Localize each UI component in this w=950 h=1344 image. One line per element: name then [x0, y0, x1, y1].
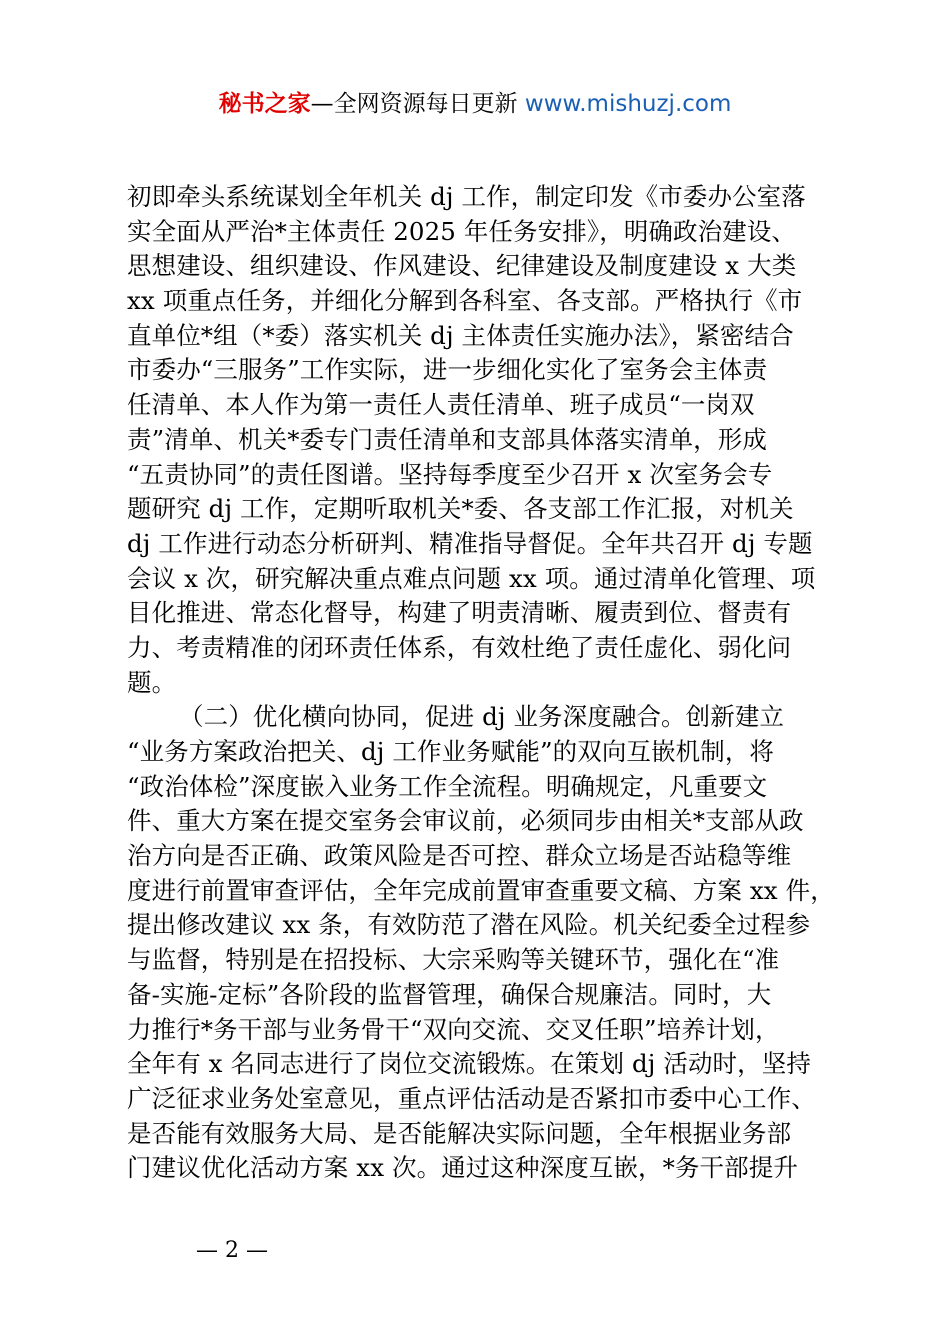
section-heading-line: （二）优化横向协同，促进 dj 业务深度融合。创新建立	[179, 702, 785, 732]
page-number: — 2 —	[196, 1238, 268, 1263]
body-line: 责”清单、机关*委专门责任清单和支部具体落实清单，形成	[127, 424, 767, 454]
body-line: 力推行*务干部与业务骨干“双向交流、交叉任职”培养计划，	[127, 1014, 780, 1044]
body-line: 备-实施-定标”各阶段的监督管理，确保合规廉洁。同时，大	[127, 979, 772, 1009]
body-line: 实全面从严治*主体责任 2025 年任务安排》，明确政治建设、	[127, 216, 797, 246]
body-line: 题研究 dj 工作，定期听取机关*委、各支部工作汇报，对机关	[127, 494, 794, 524]
body-line: 初即牵头系统谋划全年机关 dj 工作，制定印发《市委办公室落	[127, 182, 806, 211]
body-line: “五责协同”的责任图谱。坚持每季度至少召开 x 次室务会专	[127, 459, 773, 489]
body-line: 直单位*组（*委）落实机关 dj 主体责任实施办法》，紧密结合	[127, 320, 794, 350]
body-line: “政治体检”深度嵌入业务工作全流程。明确规定，凡重要文	[127, 771, 768, 801]
body-line: xx 项重点任务，并细化分解到各科室、各支部。严格执行《市	[127, 286, 803, 316]
body-line: 件、重大方案在提交室务会审议前，必须同步由相关*支部从政	[127, 806, 804, 836]
body-line: 思想建设、组织建设、作风建设、纪律建设及制度建设 x 大类	[127, 251, 797, 281]
body-line: 题。	[127, 667, 177, 697]
body-line: 与监督，特别是在招投标、大宗采购等关键环节，强化在“准	[127, 945, 780, 975]
body-line: 全年有 x 名同志进行了岗位交流锻炼。在策划 dj 活动时，坚持	[127, 1049, 811, 1079]
body-line: 力、考责精准的闭环责任体系，有效杜绝了责任虚化、弱化问	[127, 632, 792, 662]
body-line: 目化推进、常态化督导，构建了明责清晰、履责到位、督责有	[127, 598, 792, 628]
body-line: 治方向是否正确、政策风险是否可控、群众立场是否站稳等维	[127, 841, 792, 871]
site-url-link[interactable]: www.mishuzj.com	[524, 91, 732, 117]
body-line: dj 工作进行动态分析研判、精准指导督促。全年共召开 dj 专题	[127, 528, 813, 558]
document-body	[127, 180, 835, 1186]
body-line: 市委办“三服务”工作实际，进一步细化实化了室务会主体责	[127, 355, 768, 385]
body-line: 任清单、本人作为第一责任人责任清单、班子成员“一岗双	[127, 390, 755, 420]
header-tagline: —全网资源每日更新	[310, 91, 525, 117]
body-line: 是否能有效服务大局、是否能解决实际问题，全年根据业务部	[127, 1118, 792, 1148]
body-line: “业务方案政治把关、dj 工作业务赋能”的双向互嵌机制，将	[127, 737, 775, 766]
brand-name: 秘书之家	[218, 91, 311, 117]
body-line: 度进行前置审查评估，全年完成前置审查重要文稿、方案 xx 件，	[127, 875, 835, 905]
body-line: 会议 x 次，研究解决重点难点问题 xx 项。通过清单化管理、项	[127, 563, 816, 593]
body-line: 广泛征求业务处室意见，重点评估活动是否紧扣市委中心工作、	[127, 1083, 816, 1113]
site-header	[0, 86, 950, 122]
body-line: 提出修改建议 xx 条，有效防范了潜在风险。机关纪委全过程参	[127, 910, 811, 940]
body-line: 门建议优化活动方案 xx 次。通过这种深度互嵌，*务干部提升	[127, 1153, 798, 1183]
